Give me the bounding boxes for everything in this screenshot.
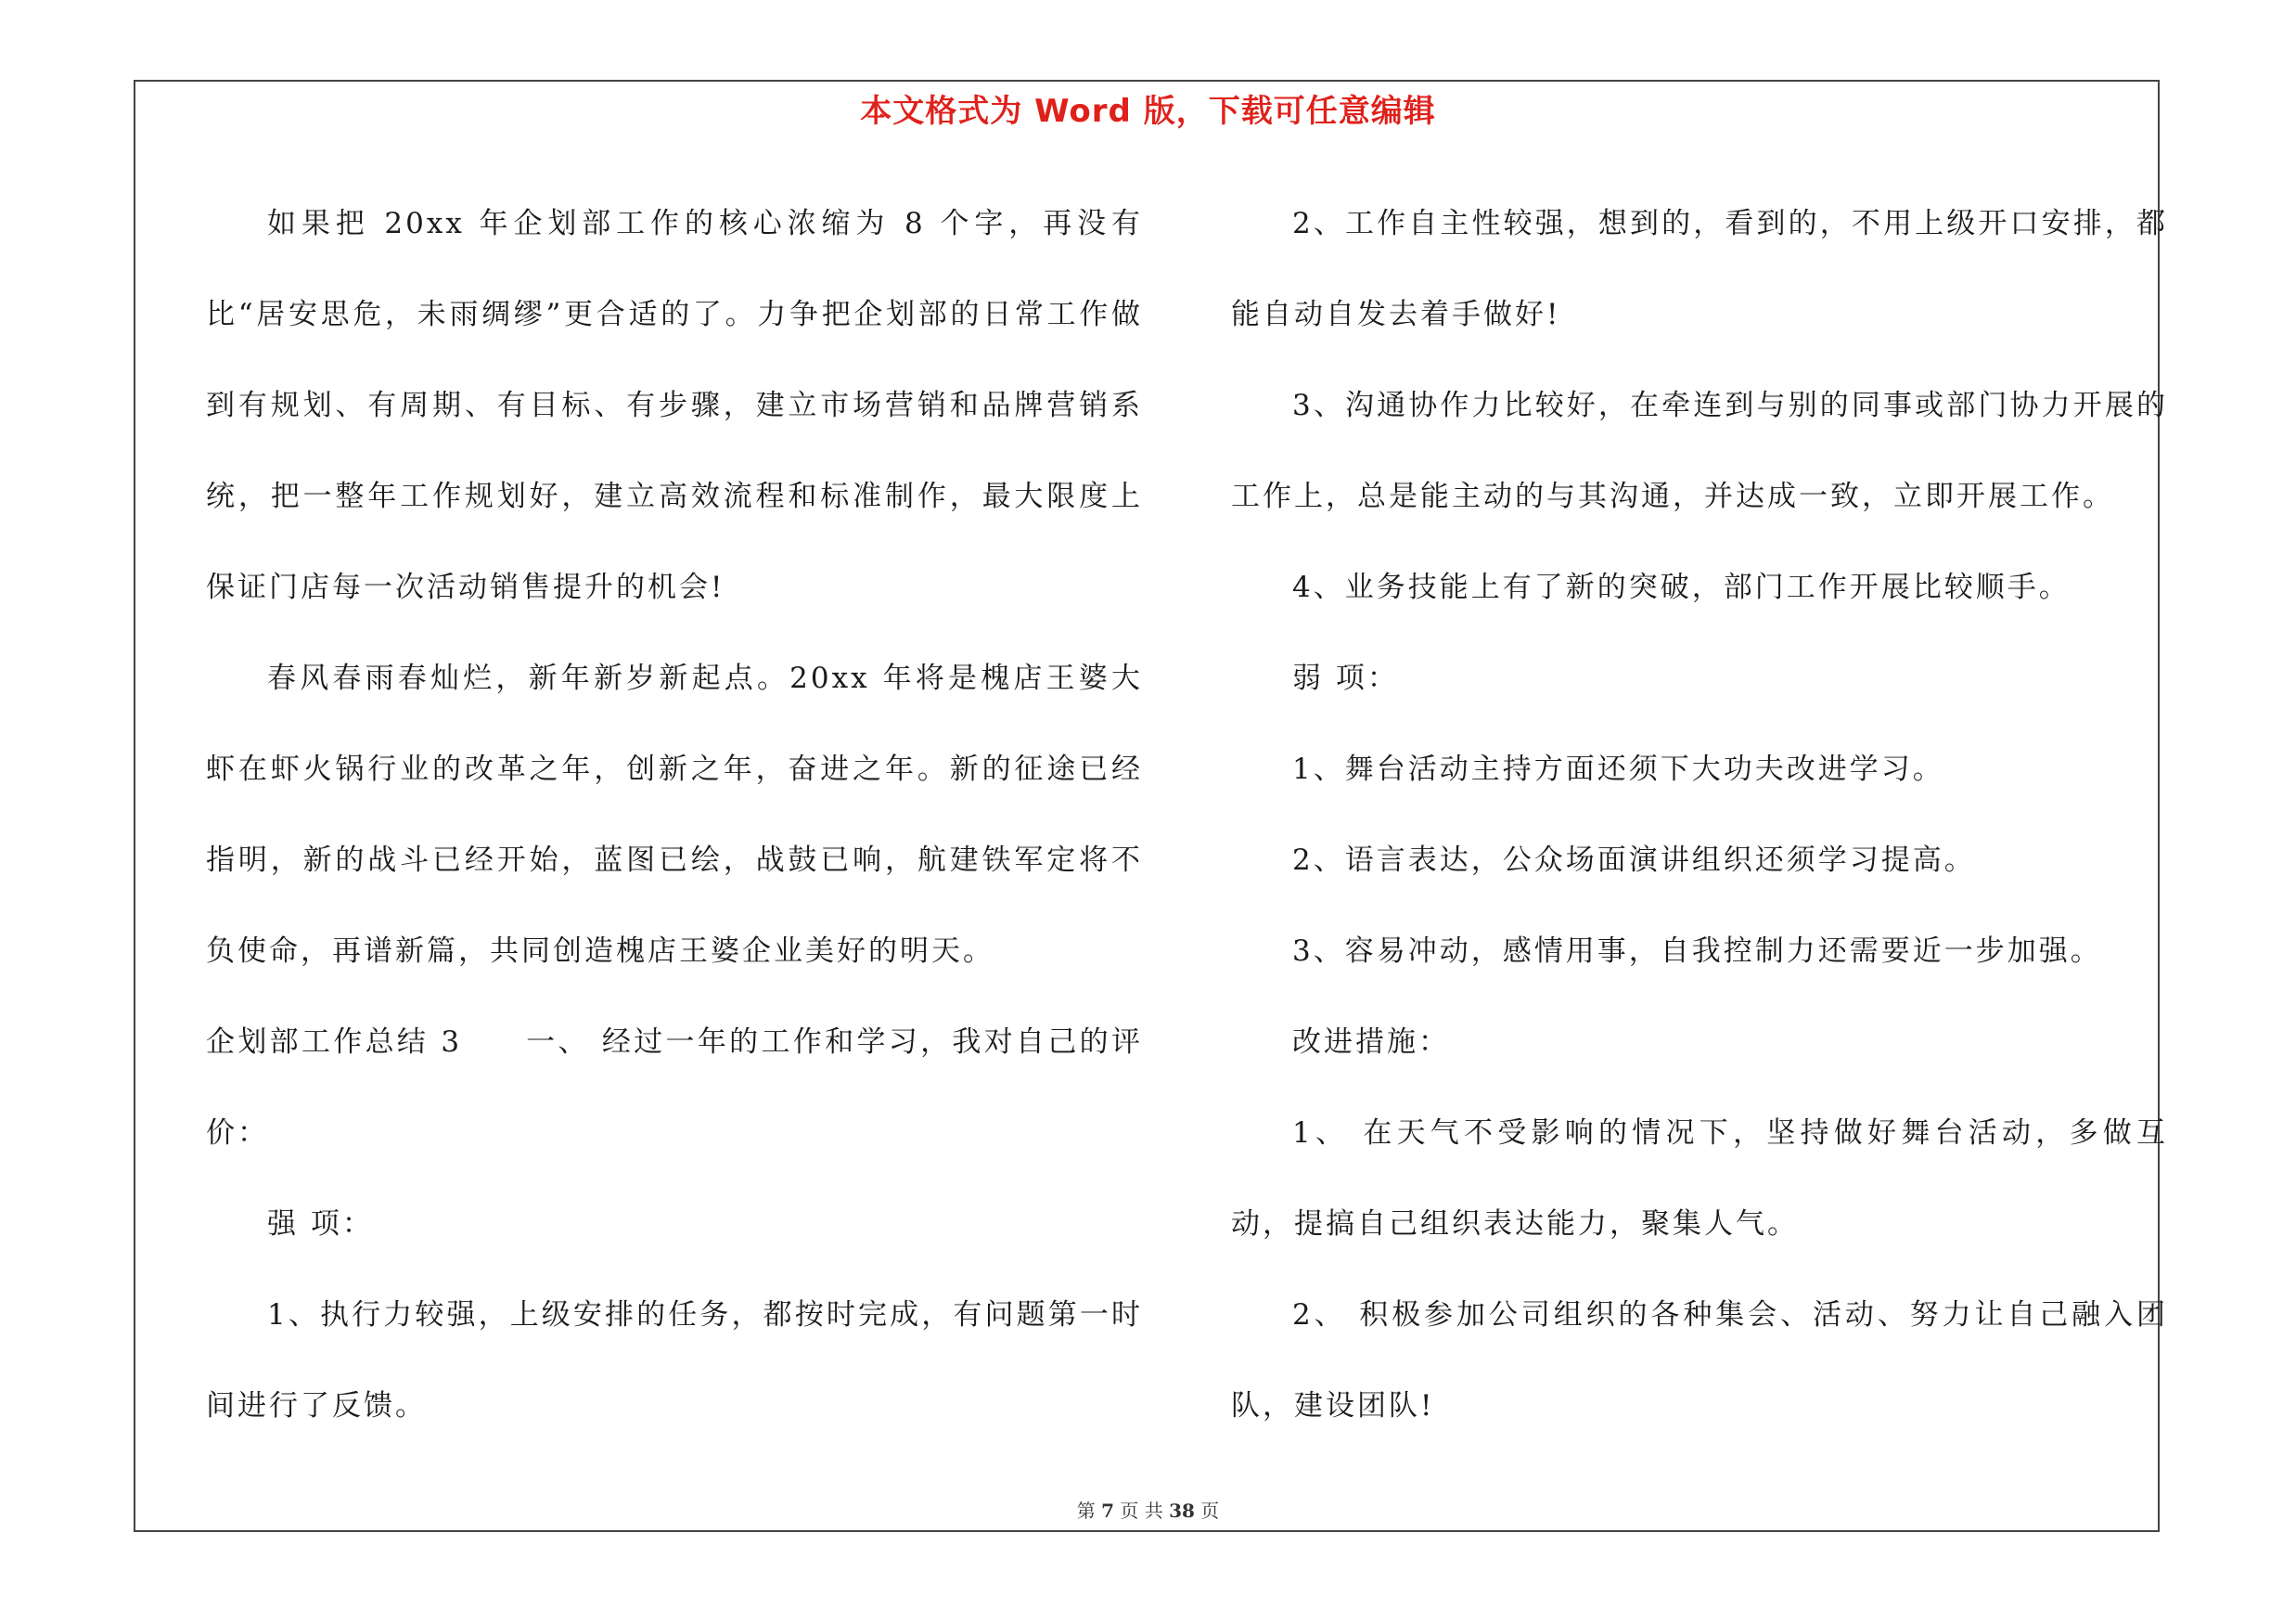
paragraph: 1、 在天气不受影响的情况下，坚持做好舞台活动，多做互动，提搞自己组织表达能力，聚集人气。 [1231,1116,2168,1241]
paragraph: 4、业务技能上有了新的突破，部门工作开展比较顺手。 [1292,571,2071,604]
total-page-count: 38 [1169,1500,1195,1522]
page-footer [0,1496,2296,1523]
paragraph: 1、舞台活动主持方面还须下大功夫改进学习。 [1292,753,1944,786]
left-text-column [206,178,1143,1451]
paragraph: 2、语言表达，公众场面演讲组织还须学习提高。 [1292,844,1976,877]
paragraph: 企划部工作总结 3 一、 经过一年的工作和学习，我对自己的评价： [206,1025,1143,1150]
footer-mid: 页 共 [1120,1500,1163,1522]
banner-notice: 本文格式为 Word 版，下载可任意编辑 [860,93,1436,130]
paragraph: 2、 积极参加公司组织的各种集会、活动、努力让自己融入团队，建设团队! [1231,1298,2168,1423]
paragraph: 春风春雨春灿烂，新年新岁新起点。20xx 年将是槐店王婆大虾在虾火锅行业的改革之年，创新之年，奋进之年。新的征途已经指明，新的战斗已经开始，蓝图已绘，战鼓已响，航建铁军定将不负使命，再谱新篇，共同创造槐店王婆企业美好的明天。 [206,662,1143,968]
paragraph: 如果把 20xx 年企划部工作的核心浓缩为 8 个字，再没有比“居安思危，未雨绸缪”更合适的了。力争把企划部的日常工作做到有规划、有周期、有目标、有步骤，建立市场营销和品牌营销系统，把一整年工作规划好，建立高效流程和标准制作，最大限度上保证门店每一次活动销售提升的机会! [206,207,1143,604]
paragraph: 2、工作自主性较强，想到的，看到的，不用上级开口安排，都能自动自发去着手做好! [1231,207,2168,331]
current-page-number: 7 [1101,1500,1114,1522]
paragraph: 强 项： [267,1207,374,1241]
right-text-column [1231,178,2168,1451]
footer-prefix: 第 [1076,1500,1096,1522]
paragraph: 3、沟通协作力比较好，在牵连到与别的同事或部门协力开展的工作上，总是能主动的与其沟通，并达成一致，立即开展工作。 [1231,389,2168,513]
paragraph: 改进措施： [1292,1025,1450,1059]
paragraph: 3、容易冲动，感情用事，自我控制力还需要近一步加强。 [1292,934,2102,968]
paragraph: 1、执行力较强，上级安排的任务，都按时完成，有问题第一时间进行了反馈。 [206,1298,1143,1423]
paragraph: 弱 项： [1292,662,1399,695]
footer-suffix: 页 [1200,1500,1220,1522]
